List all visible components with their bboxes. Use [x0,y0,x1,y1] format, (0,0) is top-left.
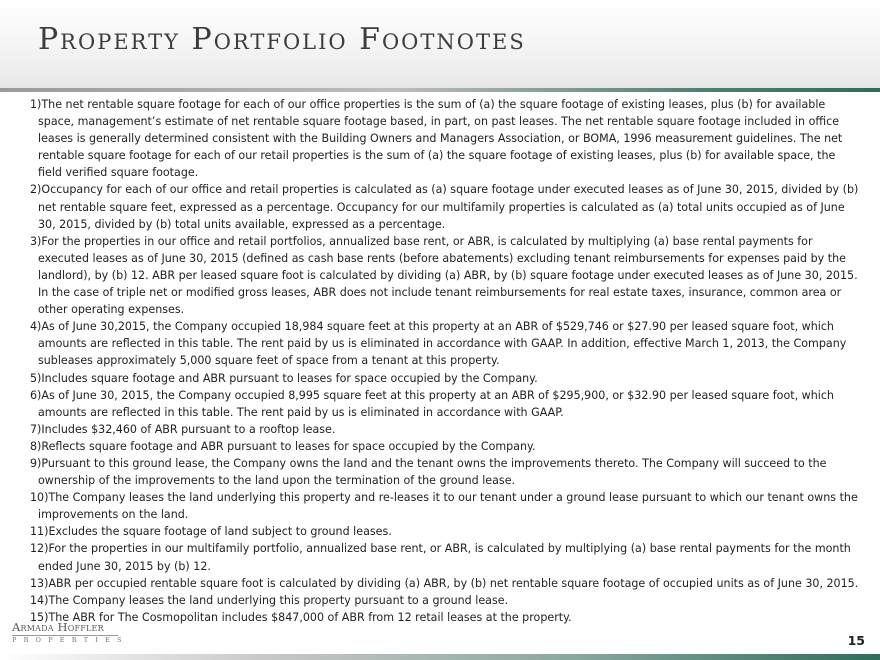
footer-bar [0,654,880,660]
footnote-11: 11)Excludes the square footage of land subject to ground leases. [30,525,392,539]
footnote-9: 9)Pursuant to this ground lease, the Company owns the land and the tenant owns the improvements thereto. The Company will succeed to the ownership of the improvements to the land upon the termination of the ground lease. [30,456,827,488]
footnote-12: 12)For the properties in our multifamily portfolio, annualized base rent, or ABR, is calculated by multiplying (a) base rental payments for the month ended June 30, 2015 by (b) 12. [30,542,851,573]
page-title: Property Portfolio Footnotes [38,22,526,57]
header-divider [0,88,880,92]
footnote-6: 6)As of June 30, 2015, the Company occupied 8,995 square feet at this property at an ABR of $295,900, or $32.90 per leased square foot, which amounts are reflected in this table. The rent paid by us is eliminated in accordance with GAAP. [30,388,834,419]
footnote-14: 14)The Company leases the land underlying this property pursuant to a ground lease. [30,593,509,607]
footnote-3: 3)For the properties in our office and retail portfolios, annualized base rent, or ABR, is calculated by multiplying (a) base rental payments for executed leases as of June 30, 2015 (defined as cash base rents (before abatements) excluding tenant reimbursements for expenses paid by the landlord), by (b) 12. ABR per leased square foot is calculated by dividing (a) ABR, by (b) square footage under executed leases as of June 30, 2015. In the case of triple net or modified gross leases, ABR does not include tenant reimbursements for real estate taxes, insurance, common area or other operating expenses. [30,234,858,317]
footnote-7: 7)Includes $32,460 of ABR pursuant to a rooftop lease. [30,422,336,436]
footnote-13: 13)ABR per occupied rentable square foot is calculated by dividing (a) ABR, by (b) net rentable square footage of occupied units as of June 30, 2015. [30,576,859,590]
footnote-1: 1)The net rentable square footage for each of our office properties is the sum of (a) the square footage of existing leases, plus (b) for available space, management’s estimate of net rentable square footage based, in part, on past leases. The net rentable square footage included in office leases is generally determined consistent with the Building Owners and Managers Association, or BOMA, 1996 measurement guidelines. The net rentable square footage for each of our retail properties is the sum of (a) the square footage of existing leases, plus (b) for available space, the field verified square footage. [30,98,843,180]
logo-subtitle: PROPERTIES [12,636,129,644]
page-number: 15 [847,633,865,648]
footnote-10: 10)The Company leases the land underlying this property and re-leases it to our tenant under a ground lease pursuant to which our tenant owns the improvements on the land. [30,491,858,522]
footnote-8: 8)Reflects square footage and ABR pursuant to leases for space occupied by the Company. [30,439,536,453]
footnote-15: 15)The ABR for The Cosmopolitan includes $847,000 of ABR from 12 retail leases at the property. [30,610,572,624]
footnotes-list [30,96,860,626]
logo-wordmark: Armada Hoffler [12,620,104,634]
footnote-4: 4)As of June 30,2015, the Company occupied 18,984 square feet at this property at an ABR of $529,746 or $27.90 per leased square foot, which amounts are reflected in this table. The rent paid by us is eliminated in accordance with GAAP. In addition, effective March 1, 2013, the Company subleases approximately 5,000 square feet of space from a tenant at this property. [30,320,847,368]
footnote-2: 2)Occupancy for each of our office and retail properties is calculated as (a) square footage under executed leases as of June 30, 2015, divided by (b) net rentable square feet, expressed as a percentage. Occupancy for our multifamily properties is calculated as (a) total units occupied as of June 30, 2015, divided by (b) total units available, expressed as a percentage. [30,183,859,231]
footnote-5: 5)Includes square footage and ABR pursuant to leases for space occupied by the Company. [30,371,538,385]
slide-header [0,0,880,88]
company-logo [12,620,129,644]
